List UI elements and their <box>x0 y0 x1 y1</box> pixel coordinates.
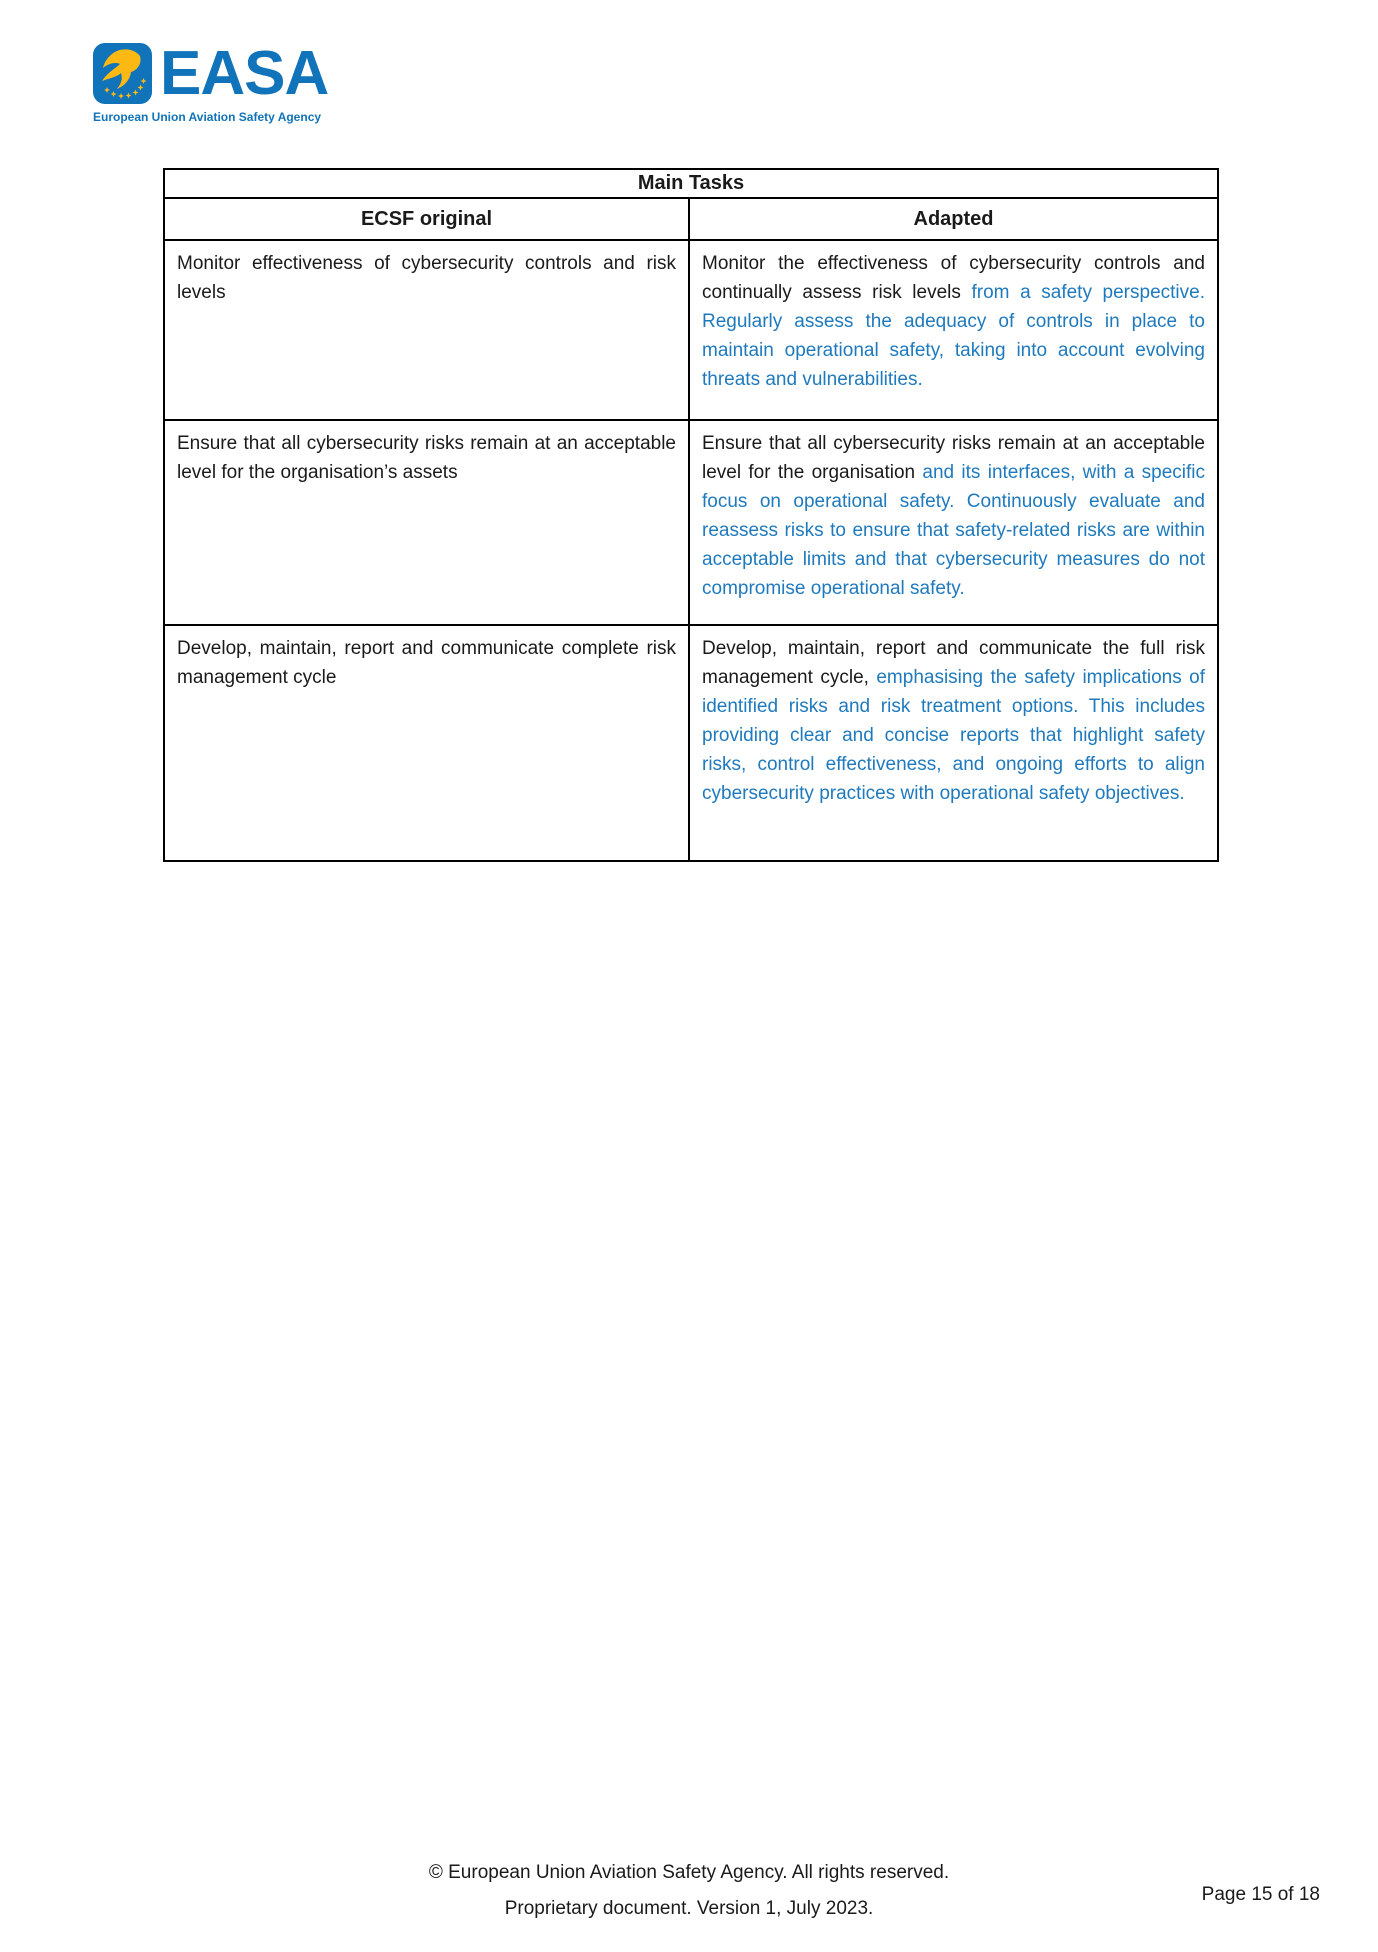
cell-adapted-2 <box>689 420 1218 625</box>
adapted-text-black: Monitor the effectiveness of cybersecurity controls and continually assess risk levels <box>702 253 1205 303</box>
cell-original-2: Ensure that all cybersecurity risks remain at an acceptable level for the organisation’s assets <box>164 420 689 625</box>
adapted-text-blue: emphasising the safety implications of identified risks and risk treatment options. This includes providing clear and concise reports that highlight safety risks, control effectiveness, and ongoing efforts to align cybersecurity practices with operational safety objectives. <box>702 667 1205 804</box>
table-row <box>164 420 1218 625</box>
page-number: Page 15 of 18 <box>1201 1884 1320 1905</box>
table-header-row <box>164 198 1218 240</box>
footer-version: Proprietary document. Version 1, July 2023. <box>504 1898 874 1919</box>
table-row <box>164 625 1218 861</box>
column-header-adapted: Adapted <box>689 198 1218 240</box>
adapted-text-blue: from a safety perspective. Regularly assess the adequacy of controls in place to maintain operational safety, taking into account evolving threats and vulnerabilities. <box>702 282 1205 390</box>
cell-adapted-1 <box>689 240 1218 420</box>
easa-logo-mark <box>93 43 152 104</box>
cell-adapted-3 <box>689 625 1218 861</box>
easa-subtitle: European Union Aviation Safety Agency <box>93 110 322 124</box>
column-header-ecsf-original: ECSF original <box>164 198 689 240</box>
cell-original-1: Monitor effectiveness of cybersecurity controls and risk levels <box>164 240 689 420</box>
adapted-text-black: Ensure that all cybersecurity risks remain at an acceptable level for the organisation <box>702 433 1205 483</box>
easa-acronym: EASA <box>160 39 329 108</box>
table-row <box>164 240 1218 420</box>
adapted-text-blue: and its interfaces, with a specific focus on operational safety. Continuously evaluate and reassess risks to ensure that safety-related risks are within acceptable limits and that cybersecurity measures do not compromise operational safety. <box>702 462 1205 599</box>
footer-copyright: © European Union Aviation Safety Agency. All rights reserved. <box>428 1862 950 1883</box>
table-title-row <box>164 169 1218 198</box>
adapted-text-black: Develop, maintain, report and communicate the full risk management cycle, <box>702 638 1205 688</box>
main-tasks-table <box>163 168 1219 862</box>
cell-original-3: Develop, maintain, report and communicate complete risk management cycle <box>164 625 689 861</box>
table-title: Main Tasks <box>164 169 1218 198</box>
easa-logo <box>93 39 329 124</box>
easa-bird-icon <box>93 43 152 104</box>
